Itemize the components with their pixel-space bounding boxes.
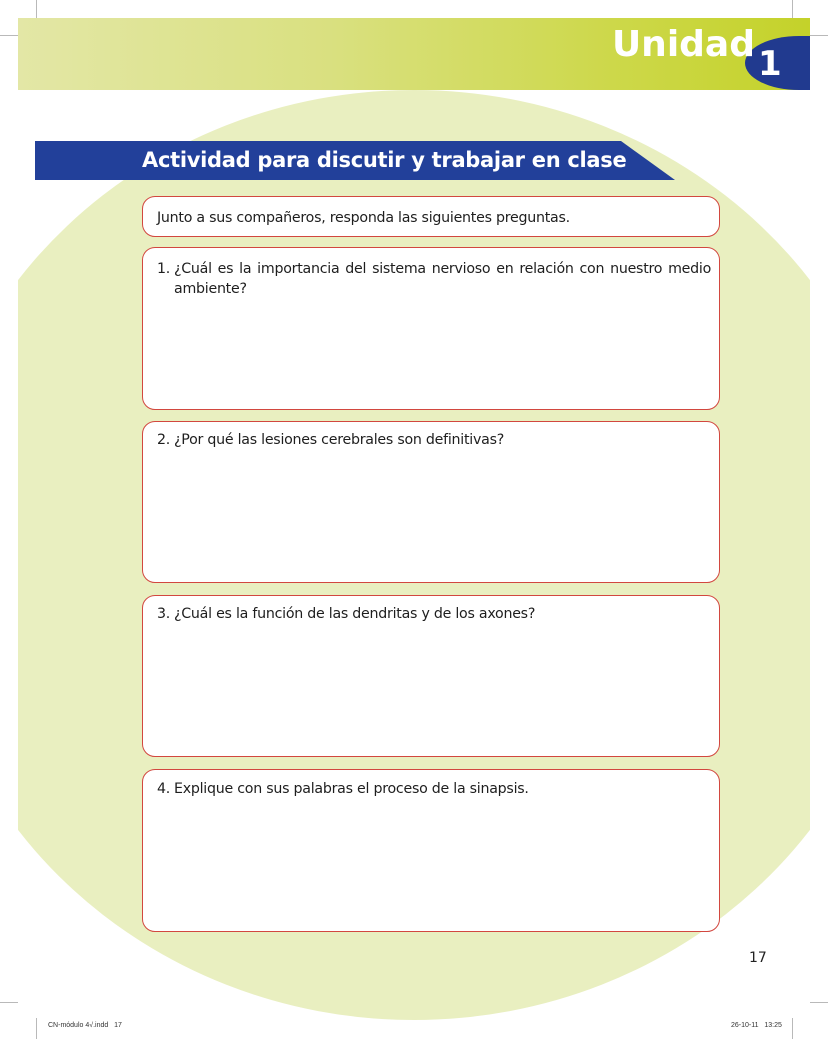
crop-mark-bottom-right-h — [810, 1002, 828, 1003]
question-1 — [157, 259, 711, 299]
question-text: Explique con sus palabras el proceso de la sinapsis. — [174, 781, 529, 797]
print-slug-file: CN-módulo 4√.indd 17 — [48, 1022, 122, 1029]
crop-mark-bottom-right-v — [792, 1018, 793, 1039]
print-slug-datetime: 26-10-11 13:25 — [731, 1022, 782, 1029]
crop-mark-bottom-left-v — [36, 1018, 37, 1039]
question-text: ¿Cuál es la importancia del sistema nervioso en relación con nuestro medio ambiente? — [174, 261, 711, 297]
question-2 — [157, 430, 711, 450]
question-number: 2. — [157, 432, 171, 448]
question-4 — [157, 779, 711, 799]
crop-mark-top-left-v — [36, 0, 37, 18]
question-text: ¿Por qué las lesiones cerebrales son definitivas? — [174, 432, 505, 448]
crop-mark-top-right-v — [792, 0, 793, 18]
unit-number: 1 — [758, 44, 782, 84]
question-number: 1. — [157, 261, 171, 277]
instructions-text: Junto a sus compañeros, responda las siguientes preguntas. — [157, 210, 570, 226]
question-box-4[interactable] — [142, 769, 720, 932]
question-text: ¿Cuál es la función de las dendritas y de los axones? — [174, 606, 536, 622]
crop-mark-top-right-h — [810, 35, 828, 36]
page-number: 17 — [749, 950, 767, 966]
question-box-3[interactable] — [142, 595, 720, 757]
instructions-box — [142, 196, 720, 237]
question-box-2[interactable] — [142, 421, 720, 583]
unit-label: Unidad — [611, 24, 755, 65]
question-number: 3. — [157, 606, 171, 622]
crop-mark-top-left-h — [0, 35, 18, 36]
question-box-1[interactable] — [142, 247, 720, 410]
activity-title: Actividad para discutir y trabajar en clase — [142, 148, 627, 172]
question-3 — [157, 604, 711, 624]
question-number: 4. — [157, 781, 171, 797]
crop-mark-bottom-left-h — [0, 1002, 18, 1003]
